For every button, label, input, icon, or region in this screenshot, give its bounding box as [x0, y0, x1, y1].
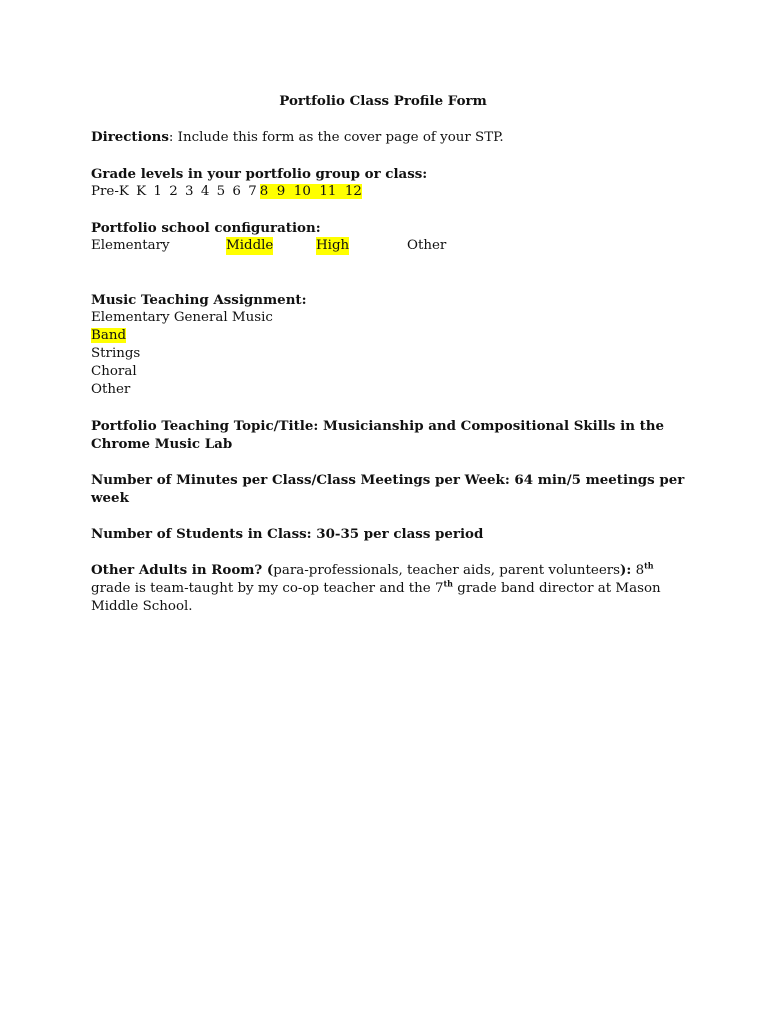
- grade-k: K: [136, 184, 147, 199]
- form-content: [91, 92, 691, 634]
- grade-levels-list: [91, 183, 691, 201]
- configuration-options: [91, 237, 691, 255]
- grade-1: 1: [153, 184, 162, 199]
- other-adults: [91, 561, 691, 616]
- grade-3: 3: [185, 184, 194, 199]
- directions-text: : Include this form as the cover page of your STP.: [168, 130, 504, 145]
- config-other: Other: [407, 238, 447, 253]
- grade-5: 5: [216, 184, 226, 199]
- number-of-students: Number of Students in Class: 30-35 per class period: [91, 526, 484, 542]
- assignment-choral: Choral: [91, 364, 137, 379]
- assignment-label: Music Teaching Assignment:: [91, 292, 307, 308]
- minutes-per-class: Number of Minutes per Class/Class Meetings per Week: 64 min/5 meetings per week: [91, 472, 685, 506]
- ordinal-suffix-2: th: [443, 578, 453, 589]
- ordinal-suffix-1: th: [644, 560, 654, 571]
- page-title: Portfolio Class Profile Form: [279, 93, 487, 109]
- config-elementary: Elementary: [91, 238, 170, 253]
- directions-label: Directions: [91, 129, 169, 145]
- grade-7: 7: [248, 184, 257, 199]
- assignment-section: [91, 291, 691, 399]
- config-high: High: [316, 238, 350, 253]
- grades-selected-highlight: 8 9 10 11 12: [259, 184, 362, 199]
- assignment-other: Other: [91, 382, 131, 397]
- other-adults-close: ):: [620, 562, 632, 578]
- grade-prek: Pre-K: [91, 184, 129, 199]
- grade-levels-section: [91, 165, 691, 201]
- assignment-band: Band: [91, 328, 127, 343]
- other-adults-text1: grade is team-taught by my co-op teacher and the 7: [91, 581, 444, 596]
- configuration-label: Portfolio school configuration:: [91, 220, 321, 236]
- other-adults-label: Other Adults in Room? (: [91, 562, 274, 578]
- grade-4: 4: [200, 184, 210, 199]
- teaching-topic: Portfolio Teaching Topic/Title: Musicianship and Compositional Skills in the Chrome Music Lab: [91, 418, 665, 452]
- assignment-elementary: Elementary General Music: [91, 310, 273, 325]
- assignment-strings: Strings: [91, 346, 141, 361]
- config-middle: Middle: [226, 238, 274, 253]
- other-adults-text2: grade band director at Mason Middle School.: [91, 581, 661, 614]
- grade-2: 2: [169, 184, 178, 199]
- grade-levels-label: Grade levels in your portfolio group or class:: [91, 166, 428, 182]
- grade-6: 6: [232, 184, 241, 199]
- configuration-section: [91, 219, 691, 255]
- other-adults-paren: para-professionals, teacher aids, parent volunteers: [273, 563, 621, 578]
- directions: [91, 128, 691, 147]
- other-adults-grade1: 8: [631, 563, 645, 578]
